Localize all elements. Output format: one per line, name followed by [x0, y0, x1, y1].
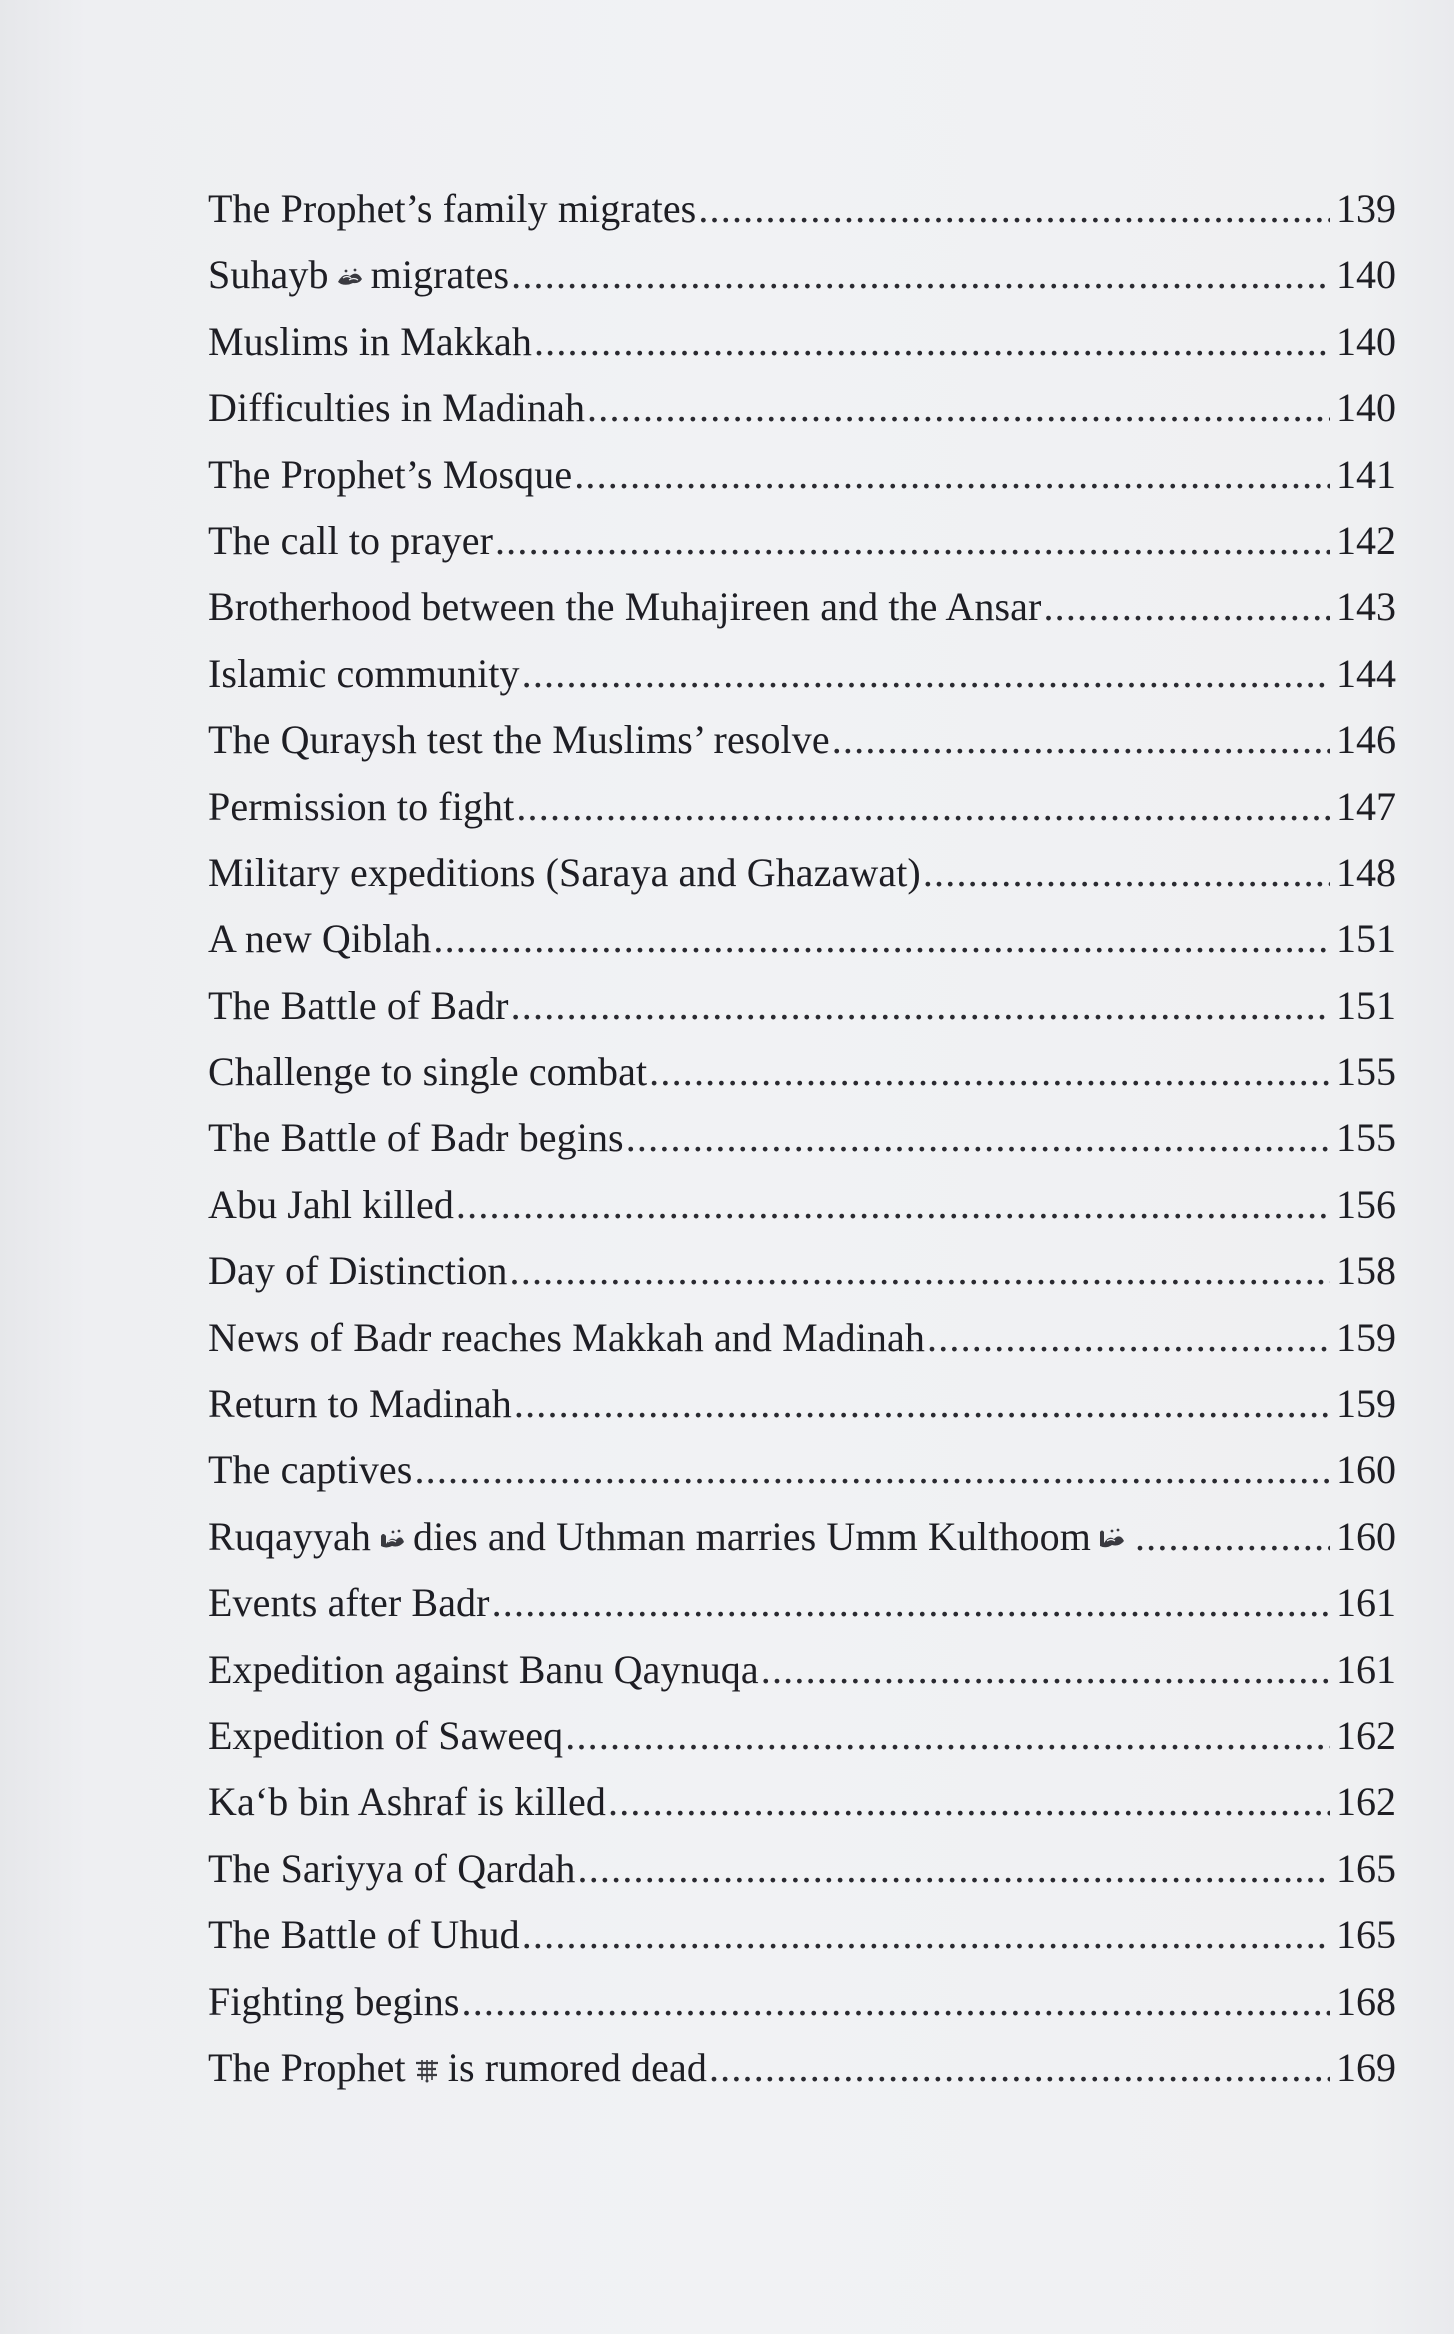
toc-entry-page: 156 — [1336, 1181, 1396, 1227]
toc-entry-title: Ka‘b bin Ashraf is killed — [208, 1779, 606, 1825]
toc-entry-title: Expedition of Saweeq — [208, 1712, 564, 1758]
toc-entry[interactable] — [208, 1703, 1396, 1769]
toc-entry-page: 139 — [1336, 186, 1396, 231]
toc-entry[interactable] — [208, 774, 1396, 840]
dot-leader — [709, 2035, 1330, 2101]
toc-entry-page: 160 — [1336, 1513, 1396, 1559]
toc-entry-page: 168 — [1336, 1978, 1396, 2024]
toc-entry-title: Events after Badr — [208, 1580, 490, 1626]
toc-entry[interactable] — [208, 1305, 1396, 1371]
dot-leader — [1135, 1504, 1330, 1570]
toc-entry[interactable] — [208, 1105, 1396, 1171]
toc-entry-page: 161 — [1336, 1580, 1396, 1626]
toc-entry-page: 148 — [1336, 849, 1396, 895]
toc-entry-page: 158 — [1336, 1248, 1396, 1294]
toc-entry-page: 143 — [1336, 584, 1396, 630]
toc-entry[interactable] — [208, 442, 1396, 508]
toc-entry-page: 162 — [1336, 1712, 1396, 1758]
toc-entry-page: 140 — [1336, 318, 1396, 364]
dot-leader — [927, 1305, 1330, 1371]
toc-entry-title: The Battle of Badr begins — [208, 1115, 624, 1161]
dot-leader — [433, 906, 1330, 972]
dot-leader — [492, 1570, 1330, 1636]
dot-leader — [698, 176, 1330, 242]
toc-entry-title: The Sariyya of Qardah — [208, 1845, 576, 1891]
toc-entry[interactable] — [208, 309, 1396, 375]
toc-entry[interactable] — [208, 1637, 1396, 1703]
dot-leader — [516, 774, 1330, 840]
toc-entry-page: 155 — [1336, 1115, 1396, 1161]
dot-leader — [522, 1902, 1330, 1968]
toc-entry-title: The Battle of Badr — [208, 982, 509, 1028]
dot-leader — [514, 1371, 1330, 1437]
dot-leader — [1043, 574, 1330, 640]
toc-entry[interactable] — [208, 2035, 1396, 2101]
toc-entry-title: Military expeditions (Saraya and Ghazawat) — [208, 849, 921, 895]
toc-entry-title: Fighting begins — [208, 1978, 460, 2024]
toc-entry[interactable] — [208, 1504, 1396, 1570]
toc-entry-title: The Prophet’s family migrates — [208, 186, 697, 231]
toc-entry[interactable] — [208, 1039, 1396, 1105]
toc-entry[interactable] — [208, 1437, 1396, 1503]
toc-entry[interactable] — [208, 574, 1396, 640]
salallahu-alayhi-wasallam-icon — [412, 2057, 442, 2083]
toc-entry-page: 169 — [1336, 2044, 1396, 2090]
toc-entry[interactable] — [208, 508, 1396, 574]
dot-leader — [510, 1238, 1330, 1304]
dot-leader — [456, 1172, 1330, 1238]
dot-leader — [574, 442, 1330, 508]
toc-entry-title: Permission to fight — [208, 783, 515, 829]
toc-entry[interactable] — [208, 973, 1396, 1039]
dot-leader — [522, 641, 1330, 707]
dot-leader — [462, 1969, 1330, 2035]
toc-entry-title: A new Qiblah — [208, 916, 432, 962]
toc-entry-page: 161 — [1336, 1646, 1396, 1692]
toc-entry[interactable] — [208, 840, 1396, 906]
toc-entry-title: The Prophet’s Mosque — [208, 451, 573, 497]
toc-entry-page: 144 — [1336, 650, 1396, 696]
toc-entry-page: 142 — [1336, 517, 1396, 563]
toc-entry-title: Ruqayyah dies and Uthman marries Umm Kulthoom — [208, 1504, 1133, 1570]
toc-entry-page: 151 — [1336, 916, 1396, 962]
toc-entry[interactable] — [208, 1769, 1396, 1835]
dot-leader — [534, 309, 1330, 375]
dot-leader — [511, 973, 1330, 1039]
dot-leader — [649, 1039, 1330, 1105]
dot-leader — [761, 1637, 1330, 1703]
toc-entry-title: The Prophet is rumored dead — [208, 2044, 707, 2090]
toc-entry-page: 162 — [1336, 1779, 1396, 1825]
toc-entry[interactable] — [208, 641, 1396, 707]
toc-entry-title: Brotherhood between the Muhajireen and the Ansar — [208, 584, 1042, 630]
toc-entry[interactable] — [208, 1570, 1396, 1636]
toc-entry-title: Abu Jahl killed — [208, 1181, 454, 1227]
toc-entry-page: 160 — [1336, 1447, 1396, 1493]
radiyallahu-anha-icon — [377, 1526, 407, 1552]
toc-entry-page: 146 — [1336, 717, 1396, 763]
toc-entry-page: 147 — [1336, 783, 1396, 829]
toc-entry-title: Return to Madinah — [208, 1381, 512, 1427]
toc-entry-page: 159 — [1336, 1381, 1396, 1427]
toc-entry-title: Muslims in Makkah — [208, 318, 532, 364]
dot-leader — [495, 508, 1330, 574]
radiyallahu-anhu-icon — [335, 264, 365, 290]
toc-entry[interactable] — [208, 1172, 1396, 1238]
toc-entry[interactable] — [208, 906, 1396, 972]
table-of-contents — [208, 176, 1396, 2101]
toc-entry-title: Difficulties in Madinah — [208, 385, 586, 431]
toc-entry-title: The Battle of Uhud — [208, 1912, 520, 1958]
toc-entry[interactable] — [208, 1371, 1396, 1437]
toc-entry[interactable] — [208, 242, 1396, 308]
toc-entry-page: 159 — [1336, 1314, 1396, 1360]
toc-entry[interactable] — [208, 1836, 1396, 1902]
toc-entry-page: 165 — [1336, 1845, 1396, 1891]
toc-entry-title: Suhayb migrates — [208, 252, 510, 298]
dot-leader — [578, 1836, 1330, 1902]
toc-entry-page: 141 — [1336, 451, 1396, 497]
toc-entry-title: Islamic community — [208, 650, 520, 696]
dot-leader — [511, 242, 1330, 308]
toc-entry[interactable] — [208, 375, 1396, 441]
toc-entry[interactable] — [208, 1969, 1396, 2035]
toc-entry-page: 140 — [1336, 252, 1396, 298]
toc-entry-title: Day of Distinction — [208, 1248, 508, 1294]
toc-entry-page: 151 — [1336, 982, 1396, 1028]
toc-entry[interactable] — [208, 176, 1396, 242]
toc-entry[interactable] — [208, 707, 1396, 773]
toc-entry-title: The call to prayer — [208, 517, 493, 563]
radiyallahu-anhuma-icon — [1097, 1526, 1127, 1552]
toc-entry[interactable] — [208, 1902, 1396, 1968]
dot-leader — [587, 375, 1330, 441]
toc-entry-title: Challenge to single combat — [208, 1049, 648, 1095]
toc-entry[interactable] — [208, 1238, 1396, 1304]
dot-leader — [626, 1105, 1330, 1171]
dot-leader — [923, 840, 1330, 906]
toc-entry-page: 140 — [1336, 385, 1396, 431]
dot-leader — [565, 1703, 1330, 1769]
toc-entry-page: 155 — [1336, 1049, 1396, 1095]
dot-leader — [608, 1769, 1330, 1835]
toc-entry-title: The Quraysh test the Muslims’ resolve — [208, 717, 830, 763]
toc-entry-title: The captives — [208, 1447, 413, 1493]
toc-entry-title: News of Badr reaches Makkah and Madinah — [208, 1314, 925, 1360]
dot-leader — [414, 1437, 1330, 1503]
toc-entry-page: 165 — [1336, 1912, 1396, 1958]
toc-entry-title: Expedition against Banu Qaynuqa — [208, 1646, 759, 1692]
dot-leader — [832, 707, 1330, 773]
